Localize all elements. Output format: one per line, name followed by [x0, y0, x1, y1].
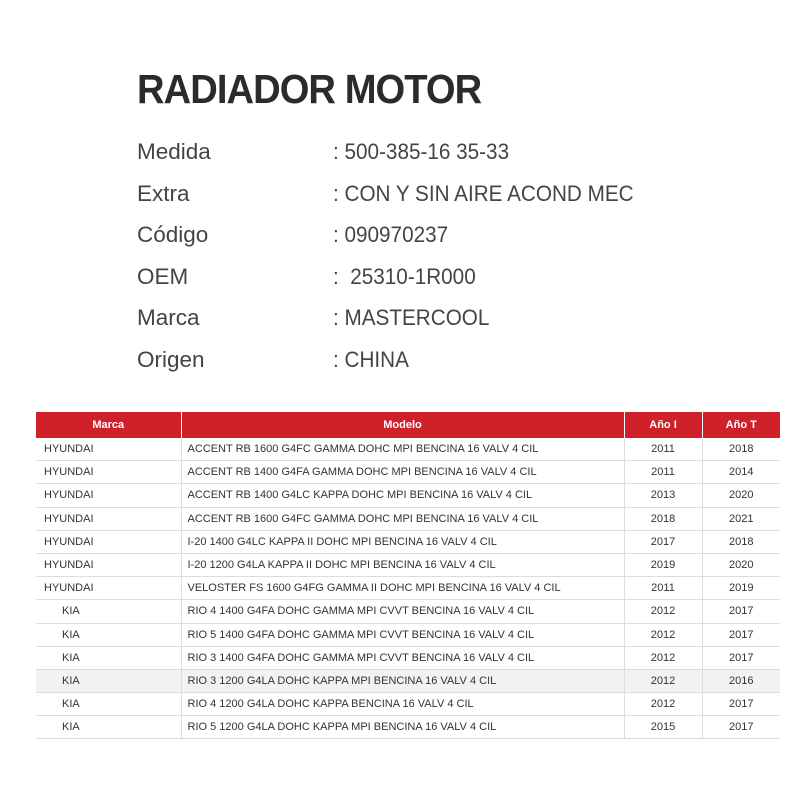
table-row: [36, 461, 780, 484]
table-header-row: [36, 412, 780, 438]
table-row: [36, 553, 780, 576]
cell-modelo: RIO 5 1400 G4FA DOHC GAMMA MPI CVVT BENCINA 16 VALV 4 CIL: [181, 623, 624, 646]
cell-ano-termino: 2017: [702, 600, 780, 623]
cell-ano-inicio: 2011: [624, 577, 702, 600]
cell-modelo: I-20 1400 G4LC KAPPA II DOHC MPI BENCINA 16 VALV 4 CIL: [181, 530, 624, 553]
table-row: [36, 530, 780, 553]
spec-row-medida: [137, 133, 737, 175]
table-row: [36, 669, 780, 692]
cell-ano-inicio: 2012: [624, 669, 702, 692]
spec-value: : 25310-1R000: [333, 263, 476, 289]
cell-ano-termino: 2020: [702, 553, 780, 576]
spec-row-origen: [137, 341, 737, 383]
cell-ano-inicio: 2012: [624, 623, 702, 646]
cell-modelo: ACCENT RB 1400 G4FA GAMMA DOHC MPI BENCINA 16 VALV 4 CIL: [181, 461, 624, 484]
table-row: [36, 646, 780, 669]
table-row: [36, 438, 780, 461]
spec-label: OEM: [137, 263, 189, 289]
compatibility-table: [36, 412, 780, 739]
cell-ano-inicio: 2012: [624, 693, 702, 716]
spec-list: [137, 133, 737, 383]
cell-marca: HYUNDAI: [36, 530, 181, 553]
cell-marca: KIA: [36, 646, 181, 669]
cell-marca: HYUNDAI: [36, 553, 181, 576]
spec-row-codigo: [137, 216, 737, 258]
cell-modelo: I-20 1200 G4LA KAPPA II DOHC MPI BENCINA 16 VALV 4 CIL: [181, 553, 624, 576]
spec-label: Extra: [137, 180, 190, 206]
cell-ano-inicio: 2013: [624, 484, 702, 507]
cell-ano-inicio: 2011: [624, 461, 702, 484]
cell-ano-termino: 2017: [702, 646, 780, 669]
product-title: RADIADOR MOTOR: [137, 66, 482, 112]
table-row: [36, 623, 780, 646]
cell-ano-termino: 2014: [702, 461, 780, 484]
spec-row-oem: [137, 258, 737, 300]
header-marca: Marca: [36, 412, 181, 438]
cell-ano-termino: 2017: [702, 716, 780, 739]
table-row: [36, 600, 780, 623]
cell-modelo: VELOSTER FS 1600 G4FG GAMMA II DOHC MPI BENCINA 16 VALV 4 CIL: [181, 577, 624, 600]
cell-ano-termino: 2020: [702, 484, 780, 507]
cell-ano-termino: 2017: [702, 623, 780, 646]
header-modelo: Modelo: [181, 412, 624, 438]
spec-row-extra: [137, 175, 737, 217]
cell-modelo: ACCENT RB 1400 G4LC KAPPA DOHC MPI BENCINA 16 VALV 4 CIL: [181, 484, 624, 507]
cell-ano-inicio: 2019: [624, 553, 702, 576]
spec-value: : CON Y SIN AIRE ACOND MEC: [333, 180, 634, 206]
cell-ano-inicio: 2012: [624, 600, 702, 623]
cell-marca: KIA: [36, 669, 181, 692]
cell-modelo: RIO 4 1400 G4FA DOHC GAMMA MPI CVVT BENCINA 16 VALV 4 CIL: [181, 600, 624, 623]
spec-label: Origen: [137, 346, 205, 372]
spec-label: Código: [137, 222, 209, 248]
spec-value: : MASTERCOOL: [333, 305, 490, 331]
cell-modelo: RIO 3 1400 G4FA DOHC GAMMA MPI CVVT BENCINA 16 VALV 4 CIL: [181, 646, 624, 669]
cell-marca: KIA: [36, 600, 181, 623]
cell-marca: HYUNDAI: [36, 577, 181, 600]
table-row: [36, 716, 780, 739]
cell-modelo: RIO 3 1200 G4LA DOHC KAPPA MPI BENCINA 16 VALV 4 CIL: [181, 669, 624, 692]
header-ano-termino: Año T: [702, 412, 780, 438]
cell-ano-termino: 2016: [702, 669, 780, 692]
cell-modelo: ACCENT RB 1600 G4FC GAMMA DOHC MPI BENCINA 16 VALV 4 CIL: [181, 438, 624, 461]
cell-modelo: RIO 4 1200 G4LA DOHC KAPPA BENCINA 16 VALV 4 CIL: [181, 693, 624, 716]
cell-marca: KIA: [36, 716, 181, 739]
cell-marca: HYUNDAI: [36, 484, 181, 507]
cell-ano-termino: 2018: [702, 438, 780, 461]
spec-value: : CHINA: [333, 346, 409, 372]
cell-ano-inicio: 2015: [624, 716, 702, 739]
compatibility-table-container: [36, 412, 780, 734]
cell-ano-termino: 2019: [702, 577, 780, 600]
spec-label: Medida: [137, 139, 211, 164]
cell-marca: KIA: [36, 623, 181, 646]
cell-marca: HYUNDAI: [36, 461, 181, 484]
cell-modelo: RIO 5 1200 G4LA DOHC KAPPA MPI BENCINA 16 VALV 4 CIL: [181, 716, 624, 739]
cell-ano-inicio: 2018: [624, 507, 702, 530]
cell-ano-termino: 2017: [702, 693, 780, 716]
spec-label: Marca: [137, 305, 200, 331]
table-row: [36, 507, 780, 530]
cell-marca: HYUNDAI: [36, 438, 181, 461]
cell-ano-inicio: 2017: [624, 530, 702, 553]
table-row: [36, 484, 780, 507]
spec-value: : 090970237: [333, 222, 449, 248]
header-ano-inicio: Año I: [624, 412, 702, 438]
table-row: [36, 693, 780, 716]
cell-marca: HYUNDAI: [36, 507, 181, 530]
cell-ano-inicio: 2012: [624, 646, 702, 669]
cell-marca: KIA: [36, 693, 181, 716]
spec-row-marca: [137, 299, 737, 341]
cell-modelo: ACCENT RB 1600 G4FC GAMMA DOHC MPI BENCINA 16 VALV 4 CIL: [181, 507, 624, 530]
spec-value: : 500-385-16 35-33: [333, 139, 510, 164]
cell-ano-termino: 2021: [702, 507, 780, 530]
table-row: [36, 577, 780, 600]
cell-ano-inicio: 2011: [624, 438, 702, 461]
cell-ano-termino: 2018: [702, 530, 780, 553]
